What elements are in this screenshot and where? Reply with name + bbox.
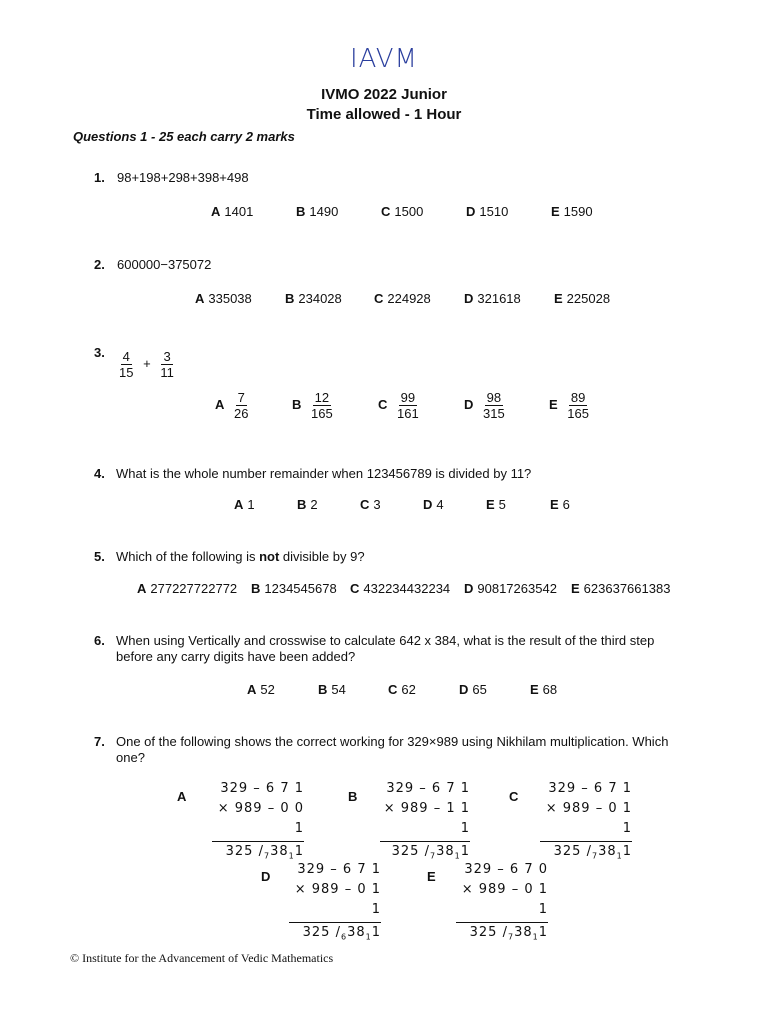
- q7-label-c: C: [509, 789, 519, 804]
- question-7-text-line1: One of the following shows the correct working for 329×989 using Nikhilam multiplication. Which: [116, 734, 669, 749]
- question-number: 1.: [94, 170, 105, 185]
- q6-option-c: C 62: [388, 682, 416, 697]
- q1-option-e: E 1590: [551, 204, 593, 219]
- question-number: 5.: [94, 549, 105, 564]
- q3-option-d: D $\frac{98}{315}$: [464, 390, 505, 421]
- question-6-text-line2: before any carry digits have been added?: [116, 649, 356, 664]
- q2-option-a: A 335038: [195, 291, 252, 306]
- q2-option-e: E 225028: [554, 291, 611, 306]
- question-number: 2.: [94, 257, 105, 272]
- q3-option-c: C $\frac{99}{161}$: [378, 390, 419, 421]
- question-1-text: 98+198+298+398+498: [117, 170, 249, 185]
- q4-option-b: B 2: [297, 497, 318, 512]
- marks-subheading: Questions 1 - 25 each carry 2 marks: [73, 129, 295, 144]
- q1-option-c: C 1500: [381, 204, 424, 219]
- question-3-expression: $\frac{4}{15}$ + $\frac{3}{11}$: [119, 349, 174, 380]
- question-number: 7.: [94, 734, 105, 749]
- q4-option-a: A 1: [234, 497, 255, 512]
- q4-option-e: E 5: [486, 497, 506, 512]
- q3-option-e: E $\frac{89}{165}$: [549, 390, 589, 421]
- q7-working-b: 329 – 6 7 1 × 989 – 1 1 1 325 $/_738_11$: [380, 779, 470, 867]
- q2-option-d: D 321618: [464, 291, 521, 306]
- q4-option-e2: E 6: [550, 497, 570, 512]
- q7-working-c: 329 – 6 7 1 × 989 – 0 1 1 325 $/_738_11$: [540, 779, 632, 867]
- fraction: $\frac{4}{15}$: [119, 349, 134, 380]
- q1-option-b: B 1490: [296, 204, 339, 219]
- q7-working-e: 329 – 6 7 0 × 989 – 0 1 1 325 $/_738_11$: [456, 860, 548, 948]
- q5-option-d: D 90817263542: [464, 581, 557, 596]
- time-allowed: Time allowed - 1 Hour: [306, 106, 462, 123]
- q1-option-d: D 1510: [466, 204, 509, 219]
- q7-label-e: E: [427, 869, 436, 884]
- q4-option-d: D 4: [423, 497, 444, 512]
- q7-label-a: A: [177, 789, 187, 804]
- q2-option-b: B 234028: [285, 291, 342, 306]
- question-6-text-line1: When using Vertically and crosswise to calculate 642 x 384, what is the result of the third step: [116, 633, 655, 648]
- q6-option-e: E 68: [530, 682, 558, 697]
- q5-option-c: C 432234432234: [350, 581, 451, 596]
- q5-option-a: A 277227722772: [137, 581, 238, 596]
- iavm-logo: IAVM: [349, 44, 418, 74]
- question-number: 3.: [94, 345, 105, 360]
- question-2-text: 600000−375072: [117, 257, 212, 272]
- question-4-text: What is the whole number remainder when 123456789 is divided by 11?: [116, 466, 532, 481]
- q2-option-c: C 224928: [374, 291, 431, 306]
- question-5-text: Which of the following is not divisible by 9?: [116, 549, 365, 564]
- q7-working-a: 329 – 6 7 1 × 989 – 0 0 1 325 $/_738_11$: [212, 779, 304, 867]
- exam-title: IVMO 2022 Junior: [321, 86, 447, 103]
- q7-label-d: D: [261, 869, 271, 884]
- question-7-text-line2: one?: [116, 750, 145, 765]
- q7-working-d: 329 – 6 7 1 × 989 – 0 1 1 325 $/_638_11$: [289, 860, 381, 948]
- question-number: 6.: [94, 633, 105, 648]
- q6-option-d: D 65: [459, 682, 487, 697]
- fraction: $\frac{3}{11}$: [160, 349, 174, 380]
- copyright-footer: © Institute for the Advancement of Vedic Mathematics: [70, 951, 334, 965]
- q6-option-b: B 54: [318, 682, 346, 697]
- q3-option-a: A $\frac{7}{26}$: [215, 390, 249, 421]
- q3-option-b: B $\frac{12}{165}$: [292, 390, 333, 421]
- q5-option-b: B 1234545678: [251, 581, 337, 596]
- question-number: 4.: [94, 466, 105, 481]
- q5-option-e: E 623637661383: [571, 581, 671, 596]
- q1-option-a: A 1401: [211, 204, 254, 219]
- q4-option-c: C 3: [360, 497, 381, 512]
- q6-option-a: A 52: [247, 682, 275, 697]
- q7-label-b: B: [348, 789, 358, 804]
